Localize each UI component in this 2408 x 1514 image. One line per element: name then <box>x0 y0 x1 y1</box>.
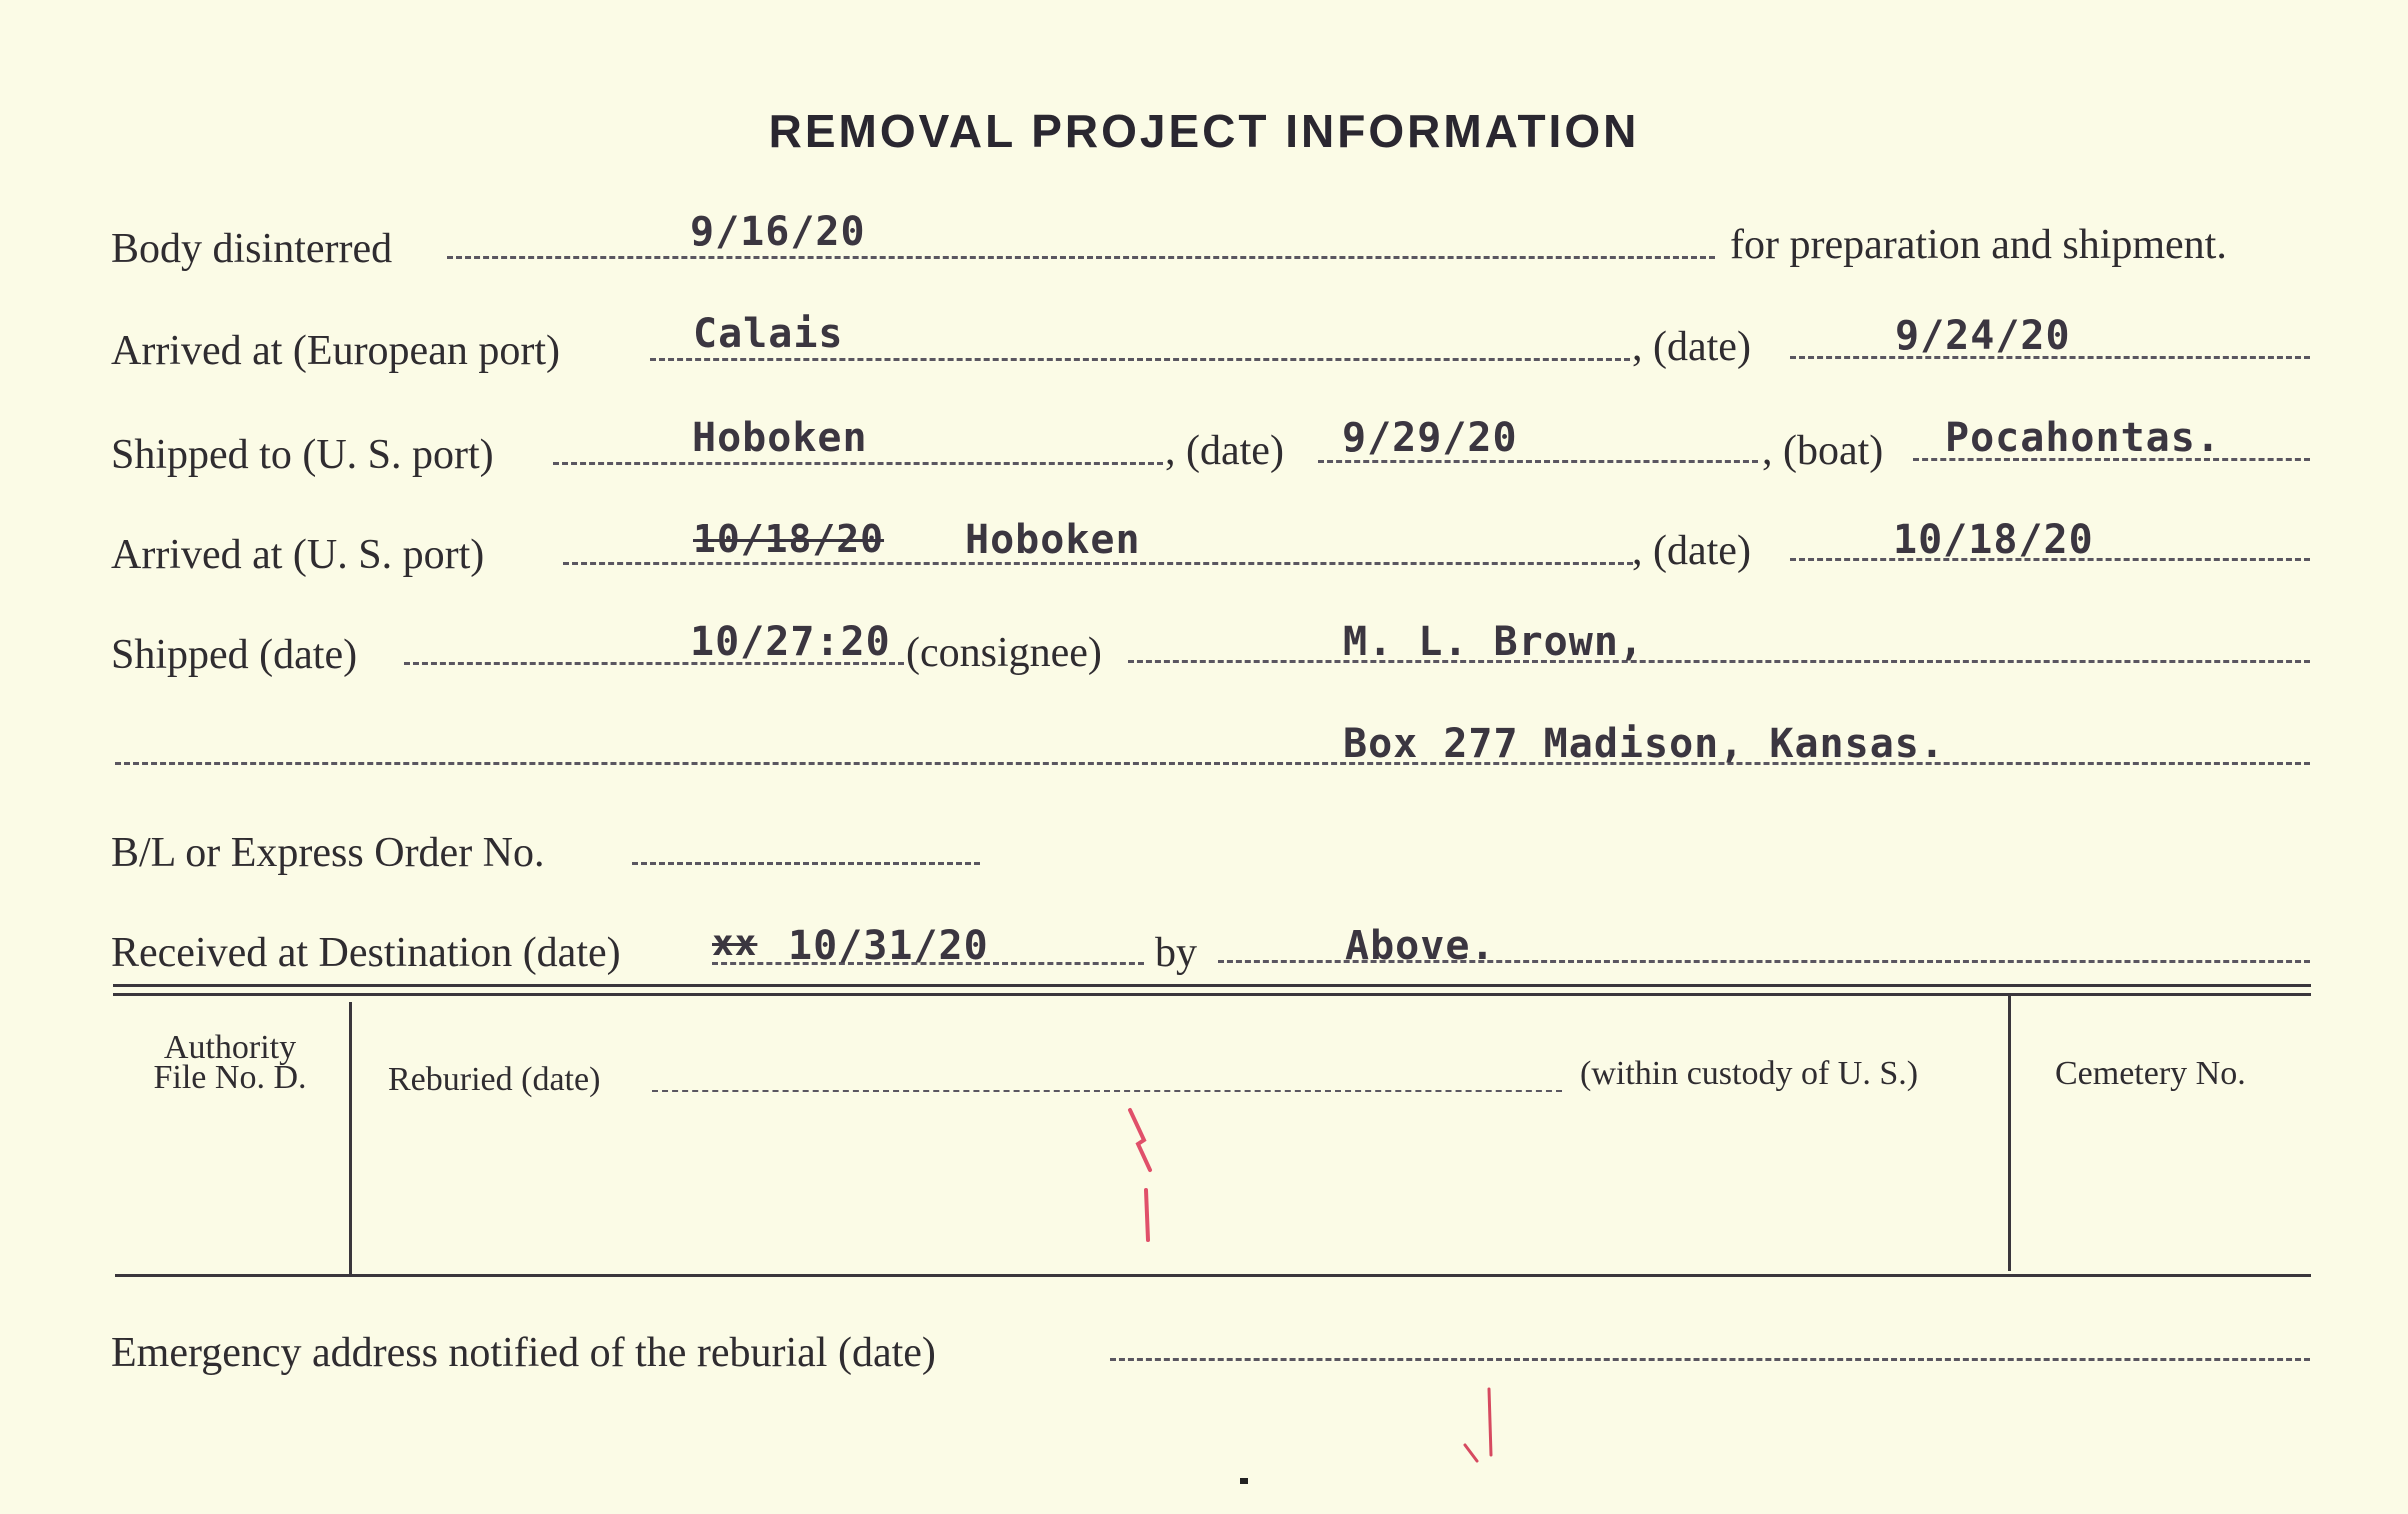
disinterred-label: Body disinterred <box>111 226 393 272</box>
arrived-europe-label: Arrived at (European port) <box>111 328 560 374</box>
emergency-line <box>1110 1358 2310 1361</box>
double-rule-bottom <box>113 993 2311 996</box>
arrived-europe-date-label: , (date) <box>1632 324 1751 370</box>
bl-line <box>632 862 980 865</box>
table-bottom-rule <box>115 1274 2311 1277</box>
consignee-name: M. L. Brown, <box>1343 619 1644 665</box>
disinterred-line <box>447 256 1715 259</box>
red-tick-mark <box>1455 1385 1505 1475</box>
shipped-us-boat: Pocahontas. <box>1945 415 2221 461</box>
red-pencil-mark <box>1110 1100 1170 1250</box>
address-line <box>115 762 2310 765</box>
consignee-address: Box 277 Madison, Kansas. <box>1343 721 1945 767</box>
table-divider-left <box>349 1002 352 1276</box>
arrived-us-date: 10/18/20 <box>1893 517 2094 563</box>
disinterred-value: 9/16/20 <box>690 209 866 255</box>
received-by-label: by <box>1155 930 1197 976</box>
arrived-us-date-label: , (date) <box>1632 528 1751 574</box>
reburied-line <box>652 1090 1562 1092</box>
shipped-date: 10/27:20 <box>690 619 891 665</box>
disinterred-suffix: for preparation and shipment. <box>1730 222 2227 268</box>
received-date: 10/31/20 <box>788 923 989 969</box>
consignee-line <box>1128 660 2310 663</box>
arrived-us-struck-date: 10/18/20 <box>693 517 885 561</box>
table-divider-right <box>2008 996 2011 1271</box>
arrived-us-port: Hoboken <box>965 517 1141 563</box>
double-rule-top <box>113 984 2311 987</box>
arrived-europe-date: 9/24/20 <box>1895 313 2071 359</box>
card-title: REMOVAL PROJECT INFORMATION <box>768 105 1640 157</box>
arrived-europe-port: Calais <box>693 311 844 357</box>
ink-dot <box>1240 1478 1248 1484</box>
cemetery-label: Cemetery No. <box>2055 1055 2246 1092</box>
shipped-label: Shipped (date) <box>111 632 358 678</box>
received-by: Above. <box>1345 923 1496 969</box>
authority-file-label: Authority File No. D. <box>153 1029 307 1096</box>
arrived-europe-port-line <box>650 358 1630 361</box>
reburied-label: Reburied (date) <box>388 1061 601 1098</box>
shipped-us-port-line <box>553 462 1163 465</box>
shipped-us-date-label: , (date) <box>1165 428 1284 474</box>
shipped-us-port: Hoboken <box>692 415 868 461</box>
shipped-us-boat-label: , (boat) <box>1762 428 1884 474</box>
received-struck: xx <box>712 923 758 964</box>
emergency-label: Emergency address notified of the reburial (date) <box>111 1330 936 1376</box>
shipped-us-date: 9/29/20 <box>1342 415 1518 461</box>
shipped-us-label: Shipped to (U. S. port) <box>111 432 494 478</box>
custody-label: (within custody of U. S.) <box>1580 1055 1919 1092</box>
arrived-us-label: Arrived at (U. S. port) <box>111 532 485 578</box>
received-label: Received at Destination (date) <box>111 930 621 976</box>
consignee-label: (consignee) <box>906 630 1102 676</box>
bl-label: B/L or Express Order No. <box>111 830 545 876</box>
